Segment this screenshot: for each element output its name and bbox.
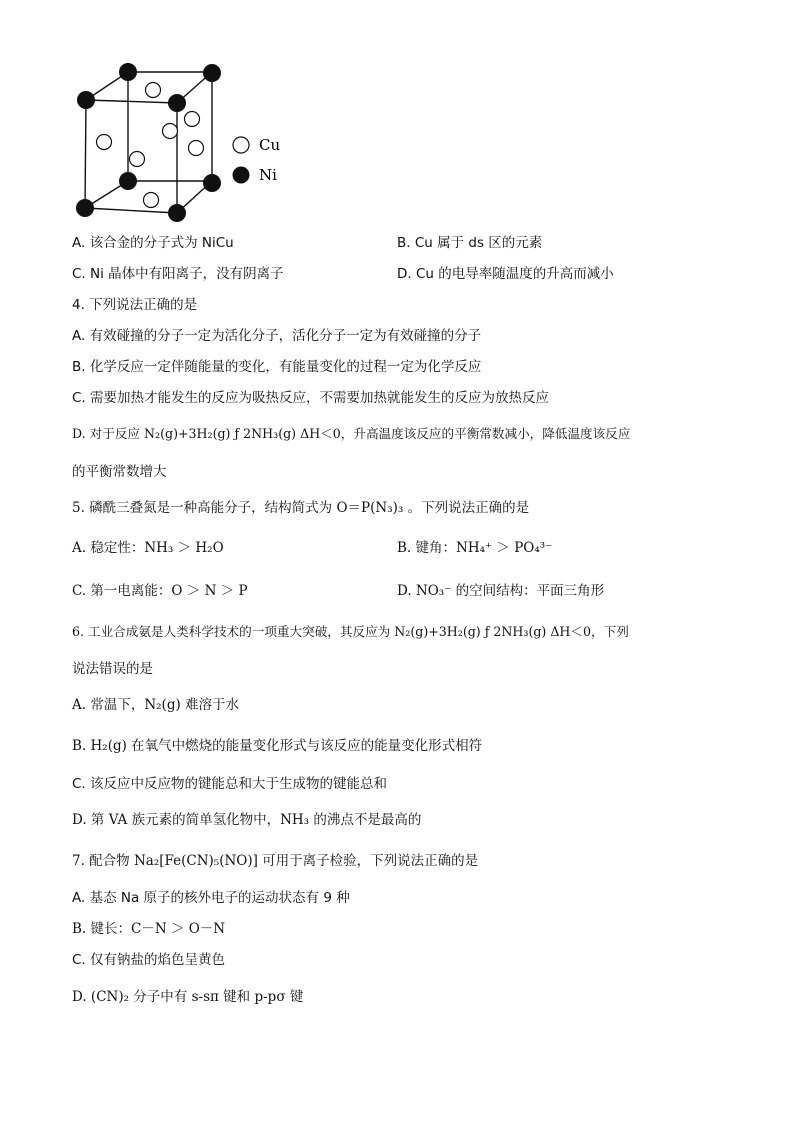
q4-option-d-line2: 的平衡常数增大 <box>72 464 167 480</box>
q7-option-a: A. 基态 Na 原子的核外电子的运动状态有 9 种 <box>72 890 350 906</box>
q5-option-d: D. NO₃⁻ 的空间结构：平面三角形 <box>397 583 605 599</box>
q7-option-b: B. 键长：C－N ＞ O－N <box>72 921 226 937</box>
cu-atom <box>146 83 161 98</box>
q6-option-b: B. H₂(g) 在氧气中燃烧的能量变化形式与该反应的能量变化形式相符 <box>72 738 483 754</box>
q3-option-b: B. Cu 属于 ds 区的元素 <box>397 235 543 251</box>
q7-option-c: C. 仅有钠盐的焰色呈黄色 <box>72 952 226 968</box>
legend-cu-marker <box>233 137 249 153</box>
q6-stem-line1: 6. 工业合成氨是人类科学技术的一项重大突破，其反应为 N₂(g)+3H₂(g) ƒ 2NH₃(g) ΔH＜0，下列 <box>72 624 629 639</box>
cu-atom <box>185 112 200 127</box>
q7-option-d: D. (CN)₂ 分子中有 s-sπ 键和 p-pσ 键 <box>72 989 304 1005</box>
cu-atom <box>189 141 204 156</box>
q6-option-d: D. 第 VA 族元素的简单氢化物中，NH₃ 的沸点不是最高的 <box>72 812 422 828</box>
ni-atom <box>203 64 221 82</box>
ni-atom <box>77 91 95 109</box>
q4-option-b: B. 化学反应一定伴随能量的变化，有能量变化的过程一定为化学反应 <box>72 359 482 375</box>
legend-cu-label: Cu <box>259 136 281 154</box>
q4-option-d-line1: D. 对于反应 N₂(g)+3H₂(g) ƒ 2NH₃(g) ΔH＜0，升高温度该反应的平衡常数减小，降低温度该反应 <box>72 426 631 441</box>
q3-option-c: C. Ni 晶体中有阳离子，没有阴离子 <box>72 266 284 282</box>
ni-atom <box>119 63 137 81</box>
crystal-cell-diagram <box>60 60 300 230</box>
q5-option-a: A. 稳定性：NH₃ ＞ H₂O <box>72 540 224 556</box>
cu-atom <box>130 152 145 167</box>
ni-atom <box>76 199 94 217</box>
legend-ni-marker <box>233 167 250 184</box>
q4-option-a: A. 有效碰撞的分子一定为活化分子，活化分子一定为有效碰撞的分子 <box>72 328 482 344</box>
q4-stem: 4. 下列说法正确的是 <box>72 297 198 313</box>
q6-option-a: A. 常温下，N₂(g) 难溶于水 <box>72 697 240 713</box>
cu-atom <box>144 193 159 208</box>
q5-option-c: C. 第一电离能：O ＞ N ＞ P <box>72 583 248 599</box>
q5-option-b: B. 键角：NH₄⁺ ＞ PO₄³⁻ <box>397 540 553 556</box>
cu-atom <box>97 135 112 150</box>
q7-stem: 7. 配合物 Na₂[Fe(CN)₅(NO)] 可用于离子检验，下列说法正确的是 <box>72 853 479 869</box>
q3-option-a: A. 该合金的分子式为 NiCu <box>72 235 234 251</box>
ni-atom <box>119 172 137 190</box>
q6-option-c: C. 该反应中反应物的键能总和大于生成物的键能总和 <box>72 776 388 792</box>
q6-stem-line2: 说法错误的是 <box>72 661 153 677</box>
cu-atom <box>163 124 178 139</box>
q4-option-c: C. 需要加热才能发生的反应为吸热反应，不需要加热就能发生的反应为放热反应 <box>72 390 550 406</box>
q3-option-d: D. Cu 的电导率随温度的升高而减小 <box>397 266 614 282</box>
ni-atom <box>203 174 221 192</box>
ni-atom <box>168 204 186 222</box>
ni-atom <box>168 94 186 112</box>
q5-stem: 5. 磷酰三叠氮是一种高能分子，结构简式为 O＝P(N₃)₃ 。下列说法正确的是 <box>72 500 530 516</box>
legend-ni-label: Ni <box>259 166 277 184</box>
